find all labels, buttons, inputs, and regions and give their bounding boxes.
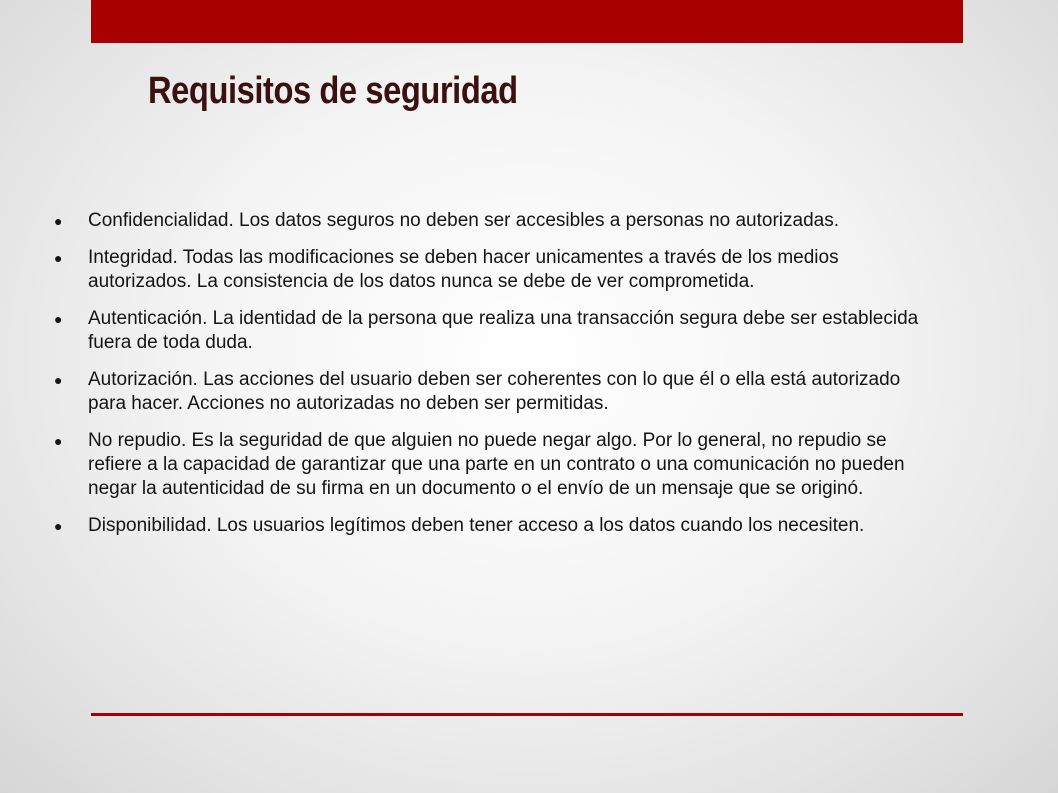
bullet-item-disponibilidad [54, 514, 938, 538]
bullet-dot-icon: ● [54, 213, 63, 229]
bullet-dot-icon: ● [54, 250, 63, 266]
top-accent-bar [91, 0, 963, 43]
slide-title: Requisitos de seguridad [148, 70, 518, 112]
bullet-item-no-repudio [54, 429, 938, 501]
bullet-item-autorizacion [54, 368, 938, 416]
bullet-text: Autorización. Las acciones del usuario deben ser coherentes con lo que él o ella está autorizado para hacer. Acciones no autorizadas no deben ser permitidas. [88, 369, 901, 414]
bullet-dot-icon: ● [54, 311, 63, 327]
bullet-item-autenticacion [54, 307, 938, 355]
bullet-text: Confidencialidad. Los datos seguros no deben ser accesibles a personas no autorizadas. [88, 210, 839, 231]
bullet-dot-icon: ● [54, 372, 63, 388]
bottom-accent-line [91, 713, 963, 716]
bullet-text: Autenticación. La identidad de la persona que realiza una transacción segura debe ser establecida fuera de toda duda. [88, 308, 919, 353]
bullet-list [54, 209, 938, 551]
bullet-dot-icon: ● [54, 518, 63, 534]
bullet-text: Disponibilidad. Los usuarios legítimos deben tener acceso a los datos cuando los necesiten. [88, 515, 865, 536]
bullet-dot-icon: ● [54, 433, 63, 449]
bullet-text: No repudio. Es la seguridad de que alguien no puede negar algo. Por lo general, no repudio se refiere a la capacidad de garantizar que una parte en un contrato o una comunicación no pueden negar la autenticidad de su firma en un documento o el envío de un mensaje que se originó. [88, 430, 905, 499]
bullet-text: Integridad. Todas las modificaciones se deben hacer unicamentes a través de los medios autorizados. La consistencia de los datos nunca se debe de ver comprometida. [88, 247, 839, 292]
bullet-item-integridad [54, 246, 938, 294]
bullet-item-confidencialidad [54, 209, 938, 233]
